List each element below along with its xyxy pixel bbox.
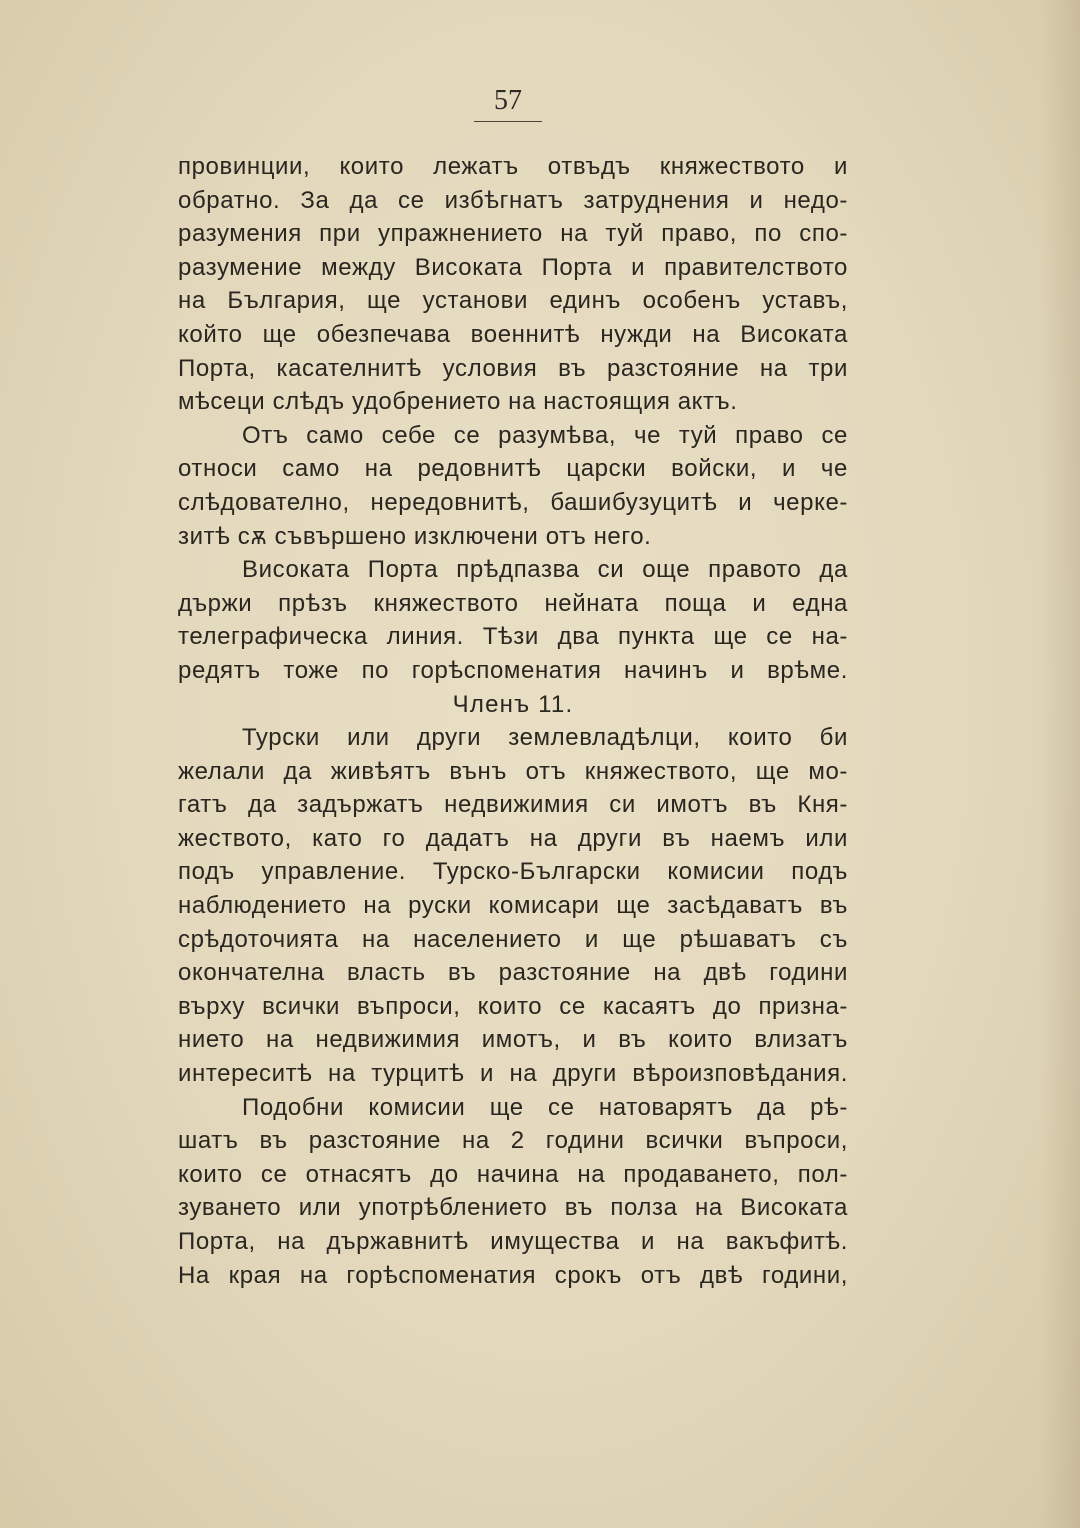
text-line: държи прѣзъ княжеството нейната поща и една [178, 589, 848, 617]
text-line: слѣдователно, нередовнитѣ, башибузуцитѣ и черке- [178, 488, 848, 516]
text-line: наблюдението на руски комисари ще засѣдаватъ въ [178, 892, 848, 920]
text-line: разумение между Високата Порта и правителството [178, 253, 848, 281]
text-line: Отъ само себе се разумѣва, че туй право се [242, 421, 848, 449]
text-line: който ще обезпечава военнитѣ нужди на Високата [178, 320, 848, 348]
text-line: мѣсеци слѣдъ удобрението на настоящия актъ. [178, 388, 738, 416]
text-line: подъ управление. Турско-Български комисии подъ [178, 858, 848, 886]
text-line: нието на недвижимия имотъ, и въ които влизатъ [178, 1026, 848, 1054]
page-number: 57 [494, 85, 522, 116]
text-line: окончателна власть въ разстояние на двѣ години [178, 959, 848, 987]
page-number-rule [474, 121, 542, 122]
text-line: Порта, на държавнитѣ имущества и на вакъфитѣ. [178, 1228, 848, 1255]
text-line: обратно. За да се избѣгнатъ затруднения и недо- [178, 186, 848, 214]
text-line: върху всички въпроси, които се касаятъ до призна- [178, 992, 848, 1020]
article-heading: Членъ 11. [452, 690, 574, 718]
text-line: редятъ тоже по горѣспоменатия начинъ и врѣме. [178, 656, 848, 684]
text-line: Порта, касателнитѣ условия въ разстояние на три [178, 354, 848, 382]
text-line: срѣдоточията на населението и ще рѣшаватъ съ [178, 925, 848, 953]
text-line: жеството, като го дадатъ на други въ наемъ или [178, 824, 848, 852]
text-line: Високата Порта прѣдпазва си още правото да [242, 556, 848, 584]
text-line: шатъ въ разстояние на 2 години всички въпроси, [178, 1127, 848, 1155]
text-line: провинции, които лежатъ отвъдъ княжеството и [178, 153, 848, 180]
text-line: На края на горѣспоменатия срокъ отъ двѣ години, [178, 1261, 848, 1289]
text-line: интереситѣ на турцитѣ и на други вѣроизповѣдания. [178, 1060, 848, 1088]
text-line: разумения при упражнението на туй право, по спо- [178, 220, 848, 248]
text-line: относи само на редовнитѣ царски войски, и че [178, 455, 848, 483]
page-edge-shadow [1040, 0, 1080, 1528]
text-line: желали да живѣятъ вънъ отъ княжеството, ще мо- [178, 757, 848, 785]
text-line: които се отнасятъ до начина на продаването, пол- [178, 1160, 848, 1188]
text-line: телеграфическа линия. Тѣзи два пункта ще се на- [178, 623, 848, 651]
text-line: Подобни комисии ще се натоварятъ да рѣ- [242, 1093, 848, 1121]
body-text [178, 150, 848, 1292]
text-line: на България, ще установи единъ особенъ уставъ, [178, 287, 848, 315]
text-line: Турски или други землевладѣлци, които би [242, 724, 848, 752]
text-line: зуването или употрѣблението въ полза на Високата [178, 1194, 848, 1222]
text-line: гатъ да задържатъ недвижимия си имотъ въ Кня- [178, 791, 848, 819]
text-line: зитѣ сѫ съвършено изключени отъ него. [178, 522, 652, 550]
